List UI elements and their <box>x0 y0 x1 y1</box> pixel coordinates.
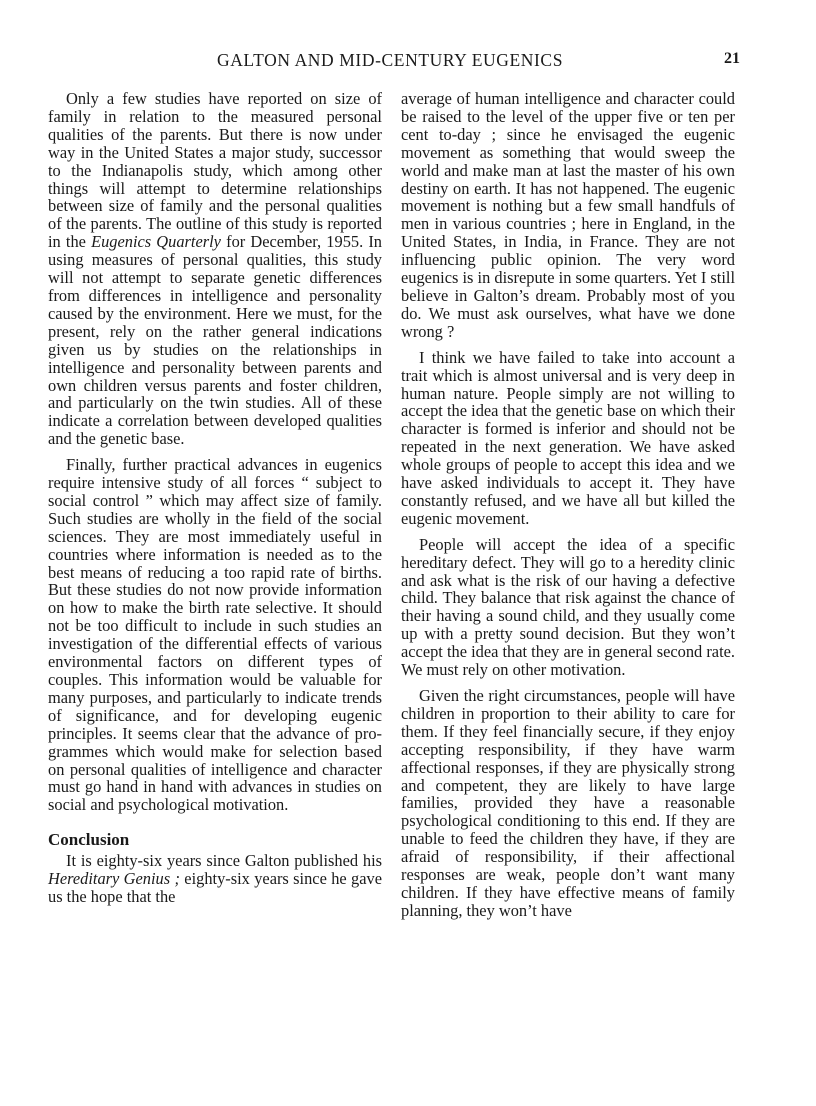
section-heading-conclusion: Conclusion <box>48 830 130 850</box>
paragraph-hereditary-defect: People will accept the idea of a specific hereditary defect. They will go to a heredity clinic and ask what is the risk of our having a defective child. They balance that risk against the chance of their having a sound child, and they usually come up with a pretty sound decision. But they won’t accept the idea that they are in general second rate. We must rely on other motivation. <box>401 534 736 680</box>
page-number: 21 <box>724 50 740 67</box>
paragraph-failed-trait: I think we have failed to take into account a trait which is almost universal and is very deep in human nature. People simply are not willing to accept the idea that the genetic base on which their character is formed is inferior and should not be repeated in the next generation. We have asked whole groups of people to accept this idea and we have asked individuals to accept it. They have constantly refused, and we have all but killed the eugenic movement. <box>401 347 735 528</box>
paragraph-right-circumstances: Given the right circumstances, people will have children in proportion to their ability to care for them. If they feel financially secure, if they enjoy accepting responsibility, if they have warm affectional responses, if they are physically strong and competent, they are likely to have large families, provided they have a reasonable psychological conditioning to this end. If they are unable to feed the children they have, if they are afraid of responsibility, if their affectional responses are weak, people don’t want many children. If they have effective means of family planning, they won’t have <box>401 686 735 920</box>
paragraph-text: for December, 1955. In using measures of personal qualities, this study will not attempt to separate genetic differences from differences in intelligence and personality caused by the environment. Here we must, for the present, rely on the rather general indications given us by studies on the relationships in intelligence and personality between parents and own children versus parents and foster children, and particularly on the twin studies. All of these indicate a correlation between developed qualities and the genetic base. <box>48 232 382 449</box>
paragraph-text: It is eighty-six years since Galton published his <box>66 851 382 871</box>
paragraph-conclusion <box>48 852 382 906</box>
paragraph-text: eighty-six years since he gave us the hope that the <box>48 869 382 907</box>
running-title: GALTON AND MID-CENTURY EUGENICS <box>216 50 564 70</box>
paragraph-family-size-studies <box>48 90 382 448</box>
right-column <box>401 90 735 928</box>
left-column <box>48 90 382 906</box>
book-title-italic: Hereditary Genius ; <box>48 869 180 889</box>
page-header <box>0 50 816 74</box>
paragraph-social-sciences: Finally, further practical advances in eugenics require intensive study of all forces “ subject to social control ” which may affect size of family. Such studies are wholly in the field of the social sciences. They are most immediately useful in countries where information is needed as to the best means of reducing a too rapid rate of births. But these studies do not now provide information on how to make the birth rate selective. It should not be too difficult to include in such studies an investigation of the differential effects of various environmental factors on different types of couples. This information would be valuable for many purposes, and particularly to indicate trends of significance, and for developing eugenic principles. It seems clear that the advance of programmes which would make for selection based on personal qualities of intelligence and character must go hand in hand with advances in studies on social and psychological motivation. <box>48 455 382 815</box>
journal-title-italic: Eugenics Quarterly <box>91 232 221 252</box>
paragraph-continued-galton-hope: average of human intelligence and character could be raised to the level of the upper five or ten per cent to-day ; since he envisaged the eugenic movement as something that would sweep the world and make man at last the master of his own destiny on earth. It has not happened. The eugenic movement is nothing but a few small handfuls of men in various countries ; here in England, in the United States, in India, in France. They are not influencing public opinion. The very word eugenics is in disrepute in some quarters. Yet I still believe in Galton’s dream. Probably most of you do. We must ask ourselves, what have we done wrong ? <box>401 89 735 341</box>
paragraph-text: Only a few studies have reported on size of family in relation to the measured personal qualities of the parents. But there is now under way in the United States a major study, successor to the Indianapolis study, which among other things will attempt to determine relationships between size of family and the personal qualities of the parents. The outline of this study is reported in the <box>48 89 382 252</box>
